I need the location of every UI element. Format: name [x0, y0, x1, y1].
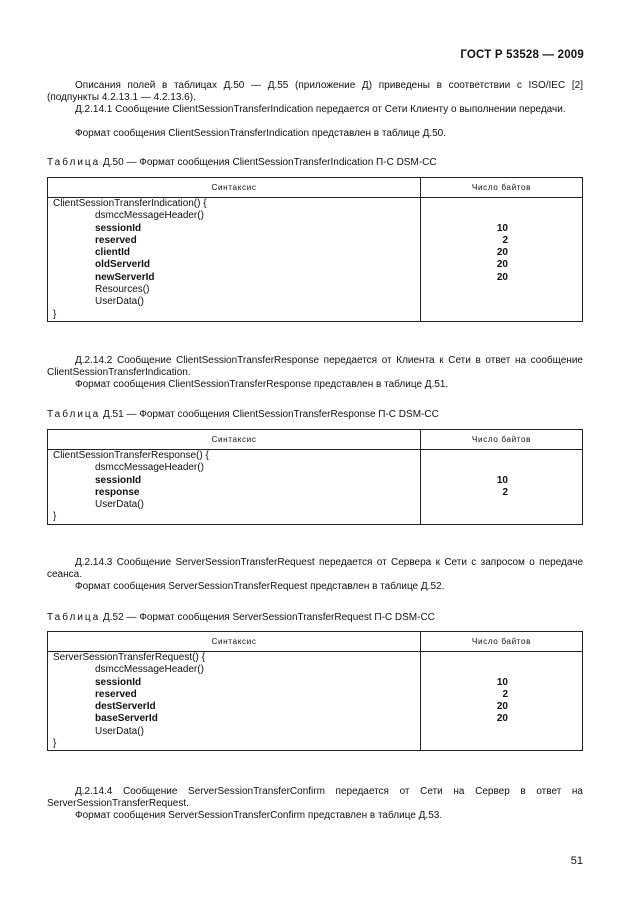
byte-count: 2: [502, 234, 508, 246]
document-header: ГОСТ Р 53528 — 2009: [460, 49, 584, 61]
table-caption-d52: [47, 612, 435, 623]
paragraph-format-d51: Формат сообщения ClientSessionTransferResponse представлен в таблице Д.51.: [75, 379, 449, 390]
byte-count: 2: [502, 688, 508, 700]
field-name: reserved: [95, 234, 137, 246]
field-name: sessionId: [95, 474, 142, 486]
byte-count: 20: [496, 271, 508, 283]
field-name: baseServerId: [95, 713, 158, 725]
byte-count: [421, 652, 582, 664]
column-header-syntax: Синтаксис: [48, 430, 421, 450]
byte-count: [421, 198, 582, 210]
paragraph-d2144: Д.2.14.4 Сообщение ServerSessionTransferConfirm передается от Сети на Сервер в ответ на ServerSessionTransferRequest.: [47, 786, 583, 809]
syntax-line: UserData(): [95, 725, 144, 737]
column-header-syntax: Синтаксис: [48, 632, 421, 652]
syntax-line: ClientSessionTransferResponse() {: [53, 450, 209, 461]
paragraph-format-d53: Формат сообщения ServerSessionTransferConfirm представлен в таблице Д.53.: [75, 810, 443, 821]
caption-text: Д.52 — Формат сообщения ServerSessionTransferRequest П-С DSM-CC: [103, 612, 435, 623]
byte-count: 10: [496, 222, 508, 234]
syntax-line: dsmccMessageHeader(): [95, 664, 204, 676]
field-name: destServerId: [95, 701, 156, 713]
table-caption-d50: [47, 157, 437, 168]
syntax-cell: [48, 198, 421, 322]
paragraph-d2143: Д.2.14.3 Сообщение ServerSessionTransferRequest передается от Сервера к Сети с запросом о передаче сеанса.: [47, 557, 583, 580]
table-d52: [47, 631, 583, 751]
field-name: response: [95, 486, 140, 498]
bytes-cell: [421, 450, 583, 525]
byte-count: [421, 296, 582, 308]
paragraph-d2142: Д.2.14.2 Сообщение ClientSessionTransferResponse передается от Клиента к Сети в ответ на сообщение ClientSessionTransferIndication.: [47, 355, 583, 378]
byte-count: [421, 499, 582, 511]
paragraph-field-descriptions: Описания полей в таблицах Д.50 — Д.55 (приложение Д) приведены в соответствии с ISO/IEC [2] (подпункты 4.2.13.1 — 4.2.13.6).: [47, 80, 583, 103]
table-d50: [47, 177, 583, 322]
column-header-bytes: Число байтов: [421, 632, 583, 652]
syntax-cell: [48, 652, 421, 751]
caption-word: Таблица: [47, 612, 101, 623]
syntax-line: ServerSessionTransferRequest() {: [53, 652, 205, 663]
table-caption-d51: [47, 409, 439, 420]
field-name: clientId: [95, 247, 131, 259]
byte-count: [421, 738, 582, 750]
field-name: sessionId: [95, 222, 142, 234]
byte-count: 10: [496, 474, 508, 486]
byte-count: 20: [496, 247, 508, 259]
column-header-bytes: Число байтов: [421, 430, 583, 450]
syntax-cell: [48, 450, 421, 525]
byte-count: [421, 664, 582, 676]
byte-count: [421, 210, 582, 222]
caption-text: Д.51 — Формат сообщения ClientSessionTransferResponse П-С DSM-CC: [103, 409, 439, 420]
column-header-bytes: Число байтов: [421, 178, 583, 198]
field-name: oldServerId: [95, 259, 151, 271]
syntax-line: }: [53, 738, 57, 750]
syntax-line: }: [53, 308, 57, 320]
table-d51: [47, 429, 583, 525]
caption-text: Д.50 — Формат сообщения ClientSessionTransferIndication П-С DSM-CC: [103, 157, 437, 168]
syntax-line: }: [53, 511, 57, 523]
byte-count: 2: [502, 486, 508, 498]
byte-count: 10: [496, 676, 508, 688]
bytes-cell: [421, 198, 583, 322]
byte-count: [421, 726, 582, 738]
column-header-syntax: Синтаксис: [48, 178, 421, 198]
field-name: sessionId: [95, 676, 142, 688]
syntax-line: UserData(): [95, 296, 144, 308]
byte-count: [421, 511, 582, 523]
syntax-line: ClientSessionTransferIndication() {: [53, 198, 207, 209]
field-name: newServerId: [95, 271, 155, 283]
byte-count: [421, 309, 582, 321]
syntax-line: UserData(): [95, 499, 144, 511]
syntax-line: Resources(): [95, 284, 150, 296]
paragraph-format-d50: Формат сообщения ClientSessionTransferIndication представлен в таблице Д.50.: [75, 128, 447, 139]
page-number: 51: [570, 855, 583, 867]
byte-count: [421, 284, 582, 296]
syntax-line: dsmccMessageHeader(): [95, 210, 204, 222]
bytes-cell: [421, 652, 583, 751]
byte-count: [421, 462, 582, 474]
caption-word: Таблица: [47, 157, 101, 168]
caption-word: Таблица: [47, 409, 101, 420]
byte-count: 20: [496, 713, 508, 725]
byte-count: [421, 450, 582, 462]
paragraph-format-d52: Формат сообщения ServerSessionTransferRequest представлен в таблице Д.52.: [75, 581, 445, 592]
byte-count: 20: [496, 701, 508, 713]
paragraph-d2141: Д.2.14.1 Сообщение ClientSessionTransferIndication передается от Сети Клиенту о выполнении передачи.: [75, 104, 566, 115]
syntax-line: dsmccMessageHeader(): [95, 462, 204, 474]
byte-count: 20: [496, 259, 508, 271]
field-name: reserved: [95, 688, 137, 700]
